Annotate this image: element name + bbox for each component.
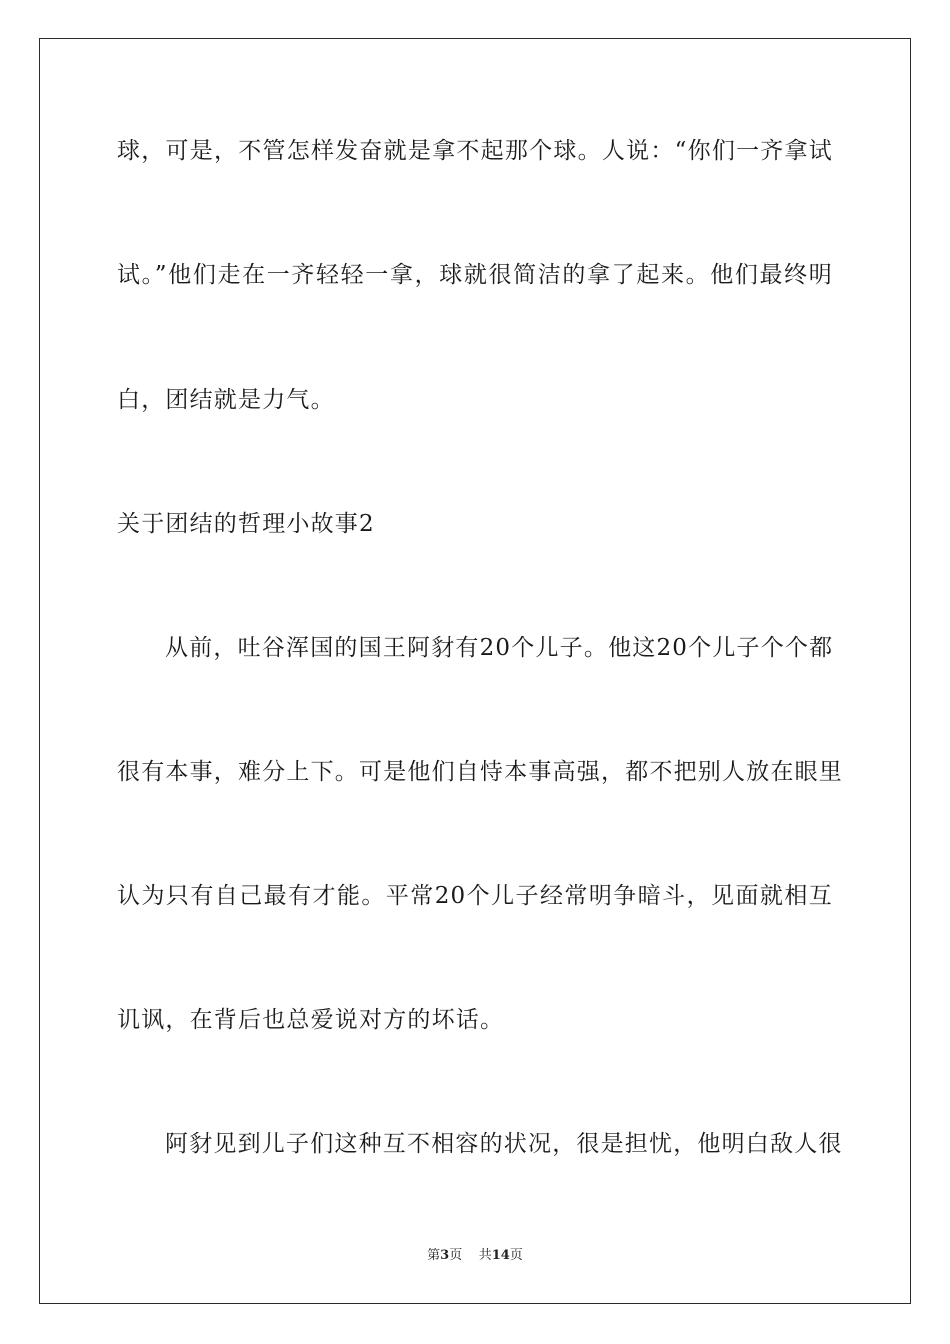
footer-page-prefix: 第 [427, 1248, 441, 1263]
page-footer [0, 1247, 950, 1265]
footer-total-pages: 14 [491, 1248, 510, 1263]
body-text-line-7: 认为只有自己最有才能。平常20个儿子经常明争暗斗，见面就相互 [117, 883, 833, 909]
body-text-line-6: 很有本事，难分上下。可是他们自恃本事高强，都不把别人放在眼里 [117, 759, 843, 785]
footer-total-prefix: 共 [478, 1248, 492, 1263]
body-text-line-3: 白，团结就是力气。 [117, 387, 335, 413]
body-text-line-2: 试。”他们走在一齐轻轻一拿，球就很简洁的拿了起来。他们最终明 [117, 262, 833, 288]
body-text-line-1: 球，可是，不管怎样发奋就是拿不起那个球。人说：“你们一齐拿试 [117, 138, 833, 164]
page-border [39, 38, 911, 1304]
footer-total-suffix: 页 [509, 1248, 523, 1263]
body-text-line-5: 从前，吐谷浑国的国王阿豺有20个儿子。他这20个儿子个个都 [165, 635, 834, 661]
footer-page-suffix: 页 [449, 1248, 463, 1263]
section-heading: 关于团结的哲理小故事2 [117, 511, 375, 537]
footer-page-number: 3 [440, 1248, 450, 1263]
body-text-line-9: 阿豺见到儿子们这种互不相容的状况，很是担忧，他明白敌人很 [165, 1131, 843, 1157]
body-text-line-8: 讥讽，在背后也总爱说对方的坏话。 [117, 1007, 505, 1033]
